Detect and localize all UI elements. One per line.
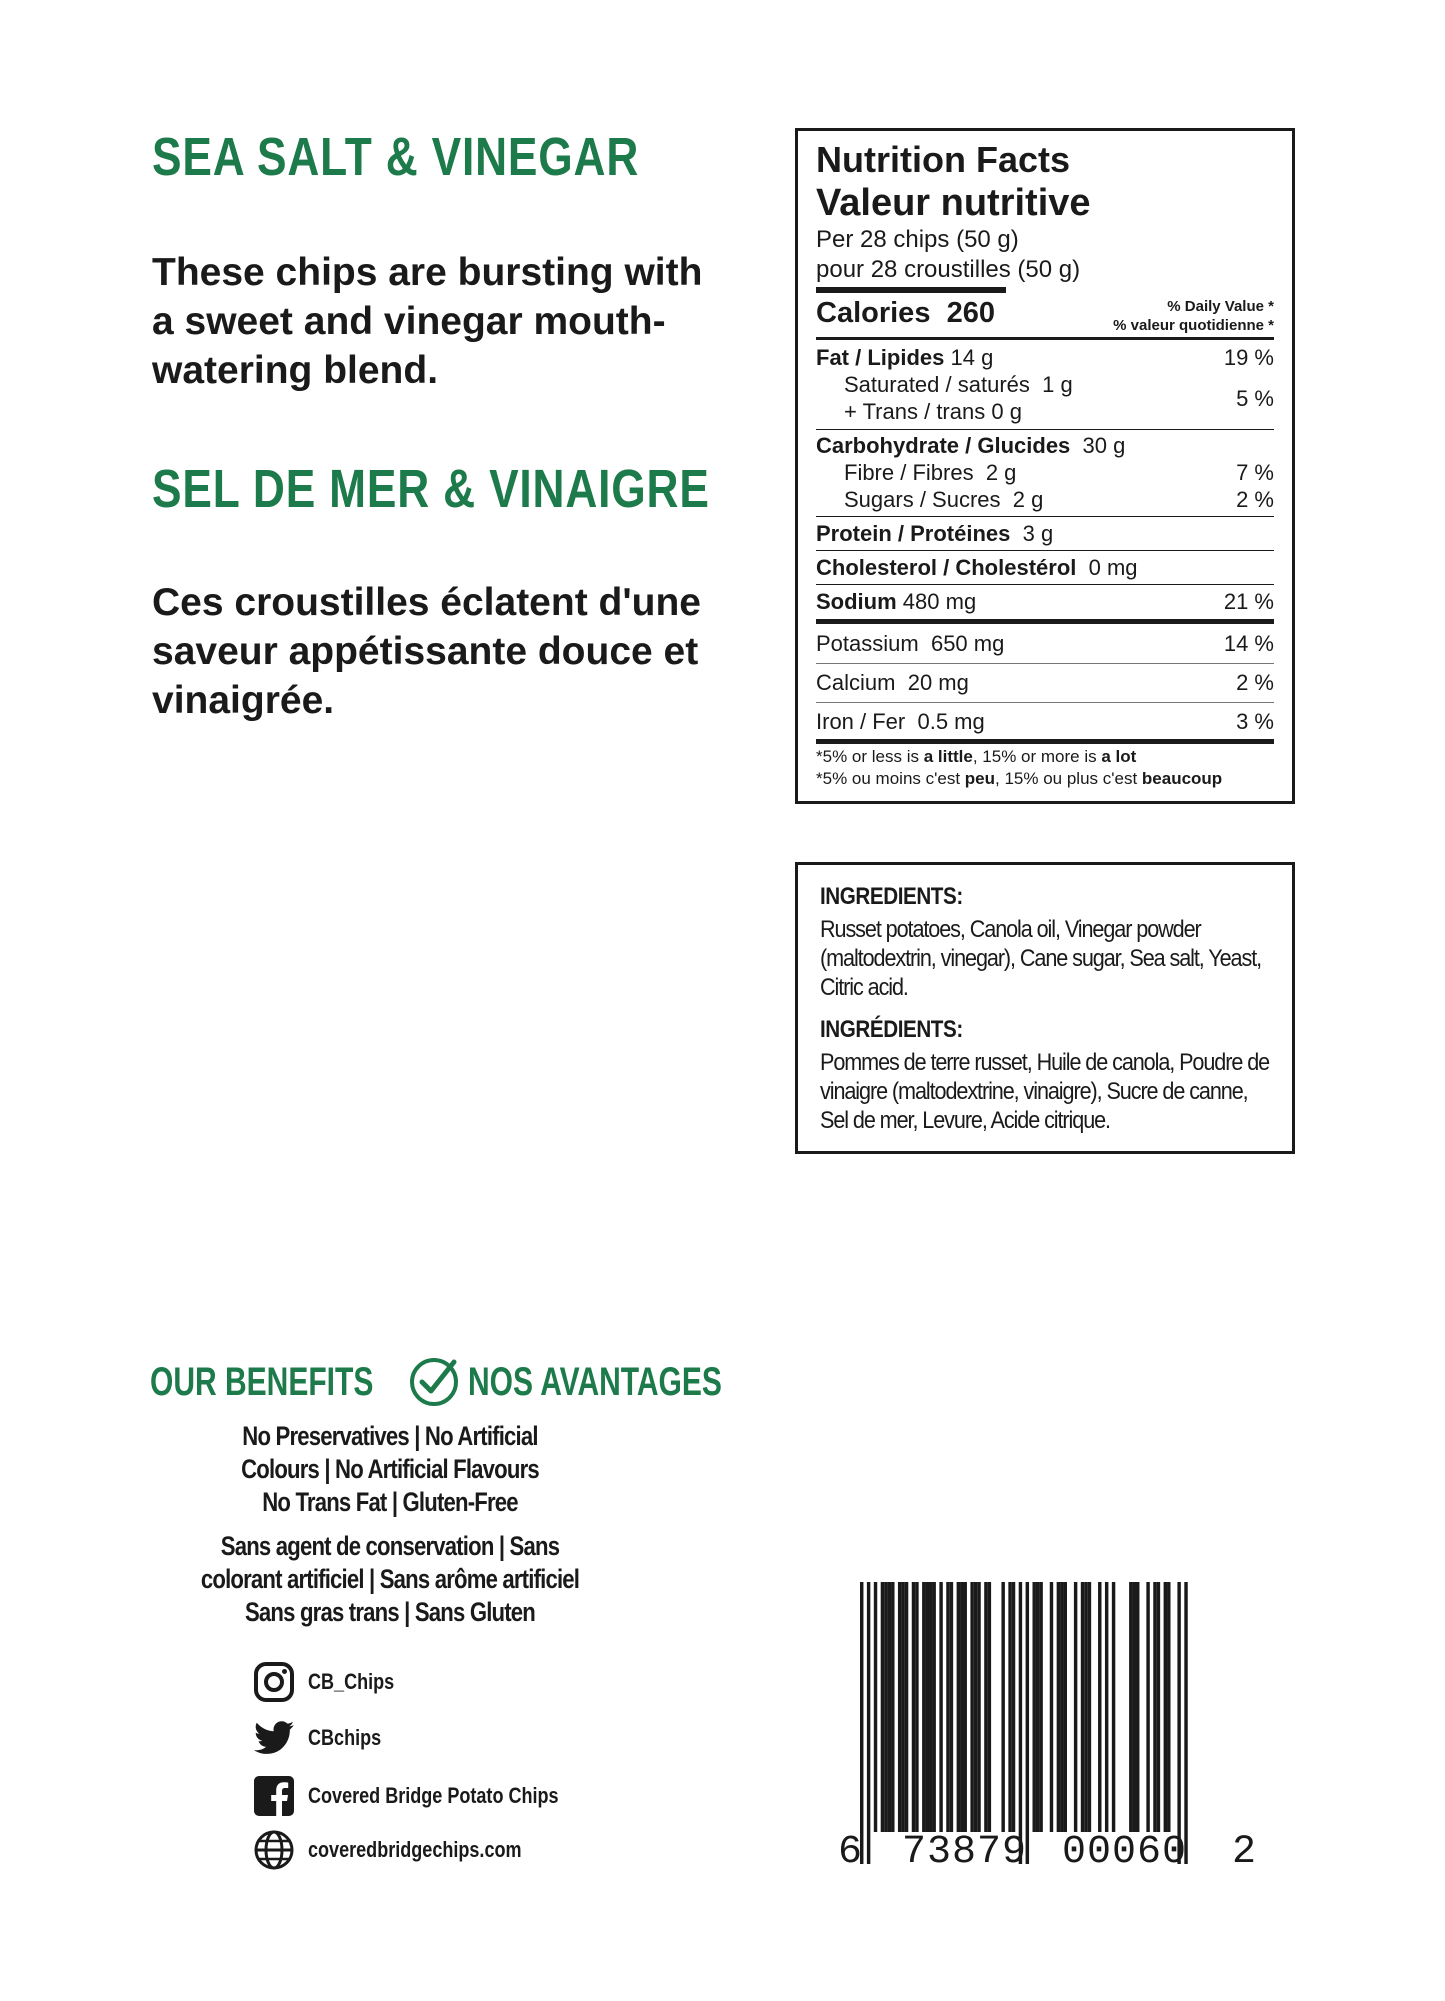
footnote-en: *5% or less is a little, 15% or more is a lot bbox=[816, 747, 1137, 766]
barcode-bar bbox=[1060, 1582, 1063, 1832]
barcode-bar bbox=[929, 1582, 932, 1832]
barcode-bar bbox=[974, 1582, 977, 1832]
ingredients-text-fr: Pommes de terre russet, Huile de canola, Poudre de vinaigre (maltodextrine, vinaigre), Sucre de canne, Sel de mer, Levure, Acide citrique. bbox=[820, 1049, 1270, 1134]
barcode-bar bbox=[1001, 1582, 1004, 1832]
benefits-heading bbox=[150, 1354, 806, 1410]
website-url: coveredbridgechips.com bbox=[308, 1837, 522, 1862]
serving-size-en: Per 28 chips (50 g) bbox=[816, 226, 1019, 253]
barcode-right-group: 00060 bbox=[1062, 1830, 1188, 1875]
barcode-bar bbox=[1008, 1582, 1011, 1832]
barcode-bar bbox=[1033, 1582, 1036, 1832]
barcode-bar bbox=[1026, 1582, 1029, 1864]
barcode-check-digit: 2 bbox=[1232, 1830, 1257, 1875]
calories-row bbox=[816, 295, 1274, 335]
product-title-en: SEA SALT & VINEGAR bbox=[152, 127, 640, 187]
calories-label: Calories bbox=[816, 297, 931, 329]
social-instagram[interactable] bbox=[252, 1660, 413, 1704]
benefit-line: Sans agent de conservation | Sans bbox=[220, 1531, 560, 1561]
barcode-first-digit: 6 bbox=[838, 1830, 863, 1875]
daily-value-header-en: % Daily Value * bbox=[1167, 298, 1274, 315]
benefit-line: colorant artificiel | Sans arôme artificiel bbox=[200, 1564, 580, 1594]
benefits-heading-fr: NOS AVANTAGES bbox=[467, 1359, 722, 1404]
barcode-bar bbox=[1088, 1582, 1091, 1832]
barcode-bar bbox=[964, 1582, 967, 1832]
barcode-bar bbox=[901, 1582, 904, 1832]
barcode-bar bbox=[891, 1582, 894, 1832]
barcode-bar bbox=[1112, 1582, 1115, 1832]
barcode-bar bbox=[912, 1582, 915, 1832]
barcode-bar bbox=[884, 1582, 887, 1832]
barcode-bar bbox=[1019, 1582, 1022, 1864]
product-description-en: These chips are bursting with a sweet and vinegar mouth-watering blend. bbox=[152, 251, 703, 392]
barcode-bar bbox=[970, 1582, 973, 1832]
social-website[interactable] bbox=[252, 1828, 568, 1872]
barcode-bar bbox=[1146, 1582, 1149, 1832]
fat-row: Fat / Lipides 14 g 19 % bbox=[816, 345, 1274, 370]
barcode-bar bbox=[1164, 1582, 1167, 1832]
barcode-bar bbox=[1098, 1582, 1101, 1832]
barcode-bar bbox=[867, 1582, 870, 1864]
twitter-handle: CBchips bbox=[308, 1725, 382, 1750]
facebook-icon bbox=[252, 1774, 296, 1818]
barcode-bar bbox=[1177, 1582, 1180, 1864]
nutrition-facts-panel bbox=[795, 128, 1295, 804]
nutrition-title-fr: Valeur nutritive bbox=[816, 182, 1091, 224]
barcode-bar bbox=[1057, 1582, 1060, 1832]
barcode-bar bbox=[888, 1582, 891, 1832]
barcode-bar bbox=[960, 1582, 963, 1832]
ingredients-heading-fr: INGRÉDIENTS: bbox=[820, 1016, 963, 1043]
sugars-row: Sugars / Sucres 2 g 2 % bbox=[844, 487, 1274, 512]
social-facebook[interactable] bbox=[252, 1774, 614, 1818]
serving-rule bbox=[816, 287, 1006, 293]
barcode-bar bbox=[915, 1582, 918, 1832]
barcode-bar bbox=[1133, 1582, 1136, 1832]
barcode-bar bbox=[1157, 1582, 1160, 1832]
footnote-fr: *5% ou moins c'est peu, 15% ou plus c'est beaucoup bbox=[816, 769, 1223, 788]
barcode-bar bbox=[922, 1582, 925, 1832]
barcode-bar bbox=[905, 1582, 908, 1832]
facebook-page: Covered Bridge Potato Chips bbox=[308, 1783, 559, 1808]
barcode-bar bbox=[1167, 1582, 1170, 1832]
benefit-line: Colours | No Artificial Flavours bbox=[241, 1454, 539, 1484]
barcode-bar bbox=[1036, 1582, 1039, 1832]
barcode bbox=[838, 1582, 1258, 1875]
barcode-bar bbox=[950, 1582, 953, 1832]
serving-size-fr: pour 28 croustilles (50 g) bbox=[816, 256, 1081, 283]
ingredients-heading-en: INGREDIENTS: bbox=[820, 883, 963, 910]
barcode-bar bbox=[1074, 1582, 1077, 1832]
nutrition-title-en: Nutrition Facts bbox=[816, 139, 1071, 180]
barcode-bar bbox=[881, 1582, 884, 1832]
ingredients-text-en: Russet potatoes, Canola oil, Vinegar powder (maltodextrin, vinegar), Cane sugar, Sea salt, Yeast, Citric acid. bbox=[820, 916, 1262, 1001]
barcode-bar bbox=[1136, 1582, 1139, 1832]
checkmark-circle-icon bbox=[406, 1354, 462, 1410]
barcode-bar bbox=[1153, 1582, 1156, 1832]
sat-trans-row: Saturated / saturés 1 g + Trans / trans 0 g 5 % bbox=[844, 372, 1274, 424]
social-twitter[interactable] bbox=[252, 1716, 397, 1760]
barcode-bar bbox=[1064, 1582, 1067, 1832]
product-description-fr: Ces croustilles éclatent d'une saveur appétissante douce et vinaigrée. bbox=[152, 581, 701, 722]
ingredients-panel bbox=[795, 862, 1295, 1154]
benefits-list-en bbox=[150, 1420, 630, 1519]
carbohydrate-row: Carbohydrate / Glucides 30 g bbox=[816, 433, 1126, 458]
benefit-line: Sans gras trans | Sans Gluten bbox=[244, 1597, 536, 1627]
barcode-bar bbox=[926, 1582, 929, 1832]
barcode-bar bbox=[1081, 1582, 1084, 1832]
sodium-row: Sodium 480 mg 21 % bbox=[816, 589, 1274, 614]
calories-value: 260 bbox=[946, 297, 995, 329]
twitter-icon bbox=[252, 1716, 296, 1760]
barcode-bar bbox=[860, 1582, 863, 1864]
calcium-row: Calcium 20 mg 2 % bbox=[816, 670, 1274, 695]
instagram-icon bbox=[252, 1660, 296, 1704]
barcode-bar bbox=[946, 1582, 949, 1832]
barcode-bar bbox=[1105, 1582, 1108, 1832]
barcode-bar bbox=[939, 1582, 942, 1832]
benefit-line: No Preservatives | No Artificial bbox=[242, 1421, 538, 1451]
barcode-left-group: 73879 bbox=[902, 1830, 1028, 1875]
daily-value-header-fr: % valeur quotidienne * bbox=[1113, 317, 1274, 334]
barcode-bar bbox=[1012, 1582, 1015, 1832]
benefits-list-fr bbox=[150, 1530, 630, 1629]
benefit-line: No Trans Fat | Gluten-Free bbox=[262, 1487, 518, 1517]
instagram-handle: CB_Chips bbox=[308, 1669, 395, 1694]
iron-row: Iron / Fer 0.5 mg 3 % bbox=[816, 709, 1274, 734]
product-title-fr: SEL DE MER & VINAIGRE bbox=[152, 459, 710, 519]
barcode-bar bbox=[988, 1582, 991, 1832]
barcode-bar bbox=[1039, 1582, 1042, 1832]
barcode-bar bbox=[957, 1582, 960, 1832]
barcode-bar bbox=[977, 1582, 980, 1832]
barcode-bar bbox=[1050, 1582, 1053, 1832]
barcode-bar bbox=[1184, 1582, 1187, 1864]
barcode-bar bbox=[1084, 1582, 1087, 1832]
benefits-heading-en: OUR BENEFITS bbox=[150, 1359, 374, 1404]
protein-row: Protein / Protéines 3 g bbox=[816, 521, 1054, 546]
barcode-bar bbox=[1129, 1582, 1132, 1832]
fibre-row: Fibre / Fibres 2 g 7 % bbox=[844, 460, 1274, 485]
barcode-bar bbox=[874, 1582, 877, 1832]
barcode-bar bbox=[984, 1582, 987, 1832]
barcode-bar bbox=[898, 1582, 901, 1832]
barcode-bar bbox=[932, 1582, 935, 1832]
cholesterol-row: Cholesterol / Cholestérol 0 mg bbox=[816, 555, 1138, 580]
globe-icon bbox=[252, 1828, 296, 1872]
potassium-row: Potassium 650 mg 14 % bbox=[816, 631, 1274, 656]
barcode-bars bbox=[838, 1582, 1258, 1872]
